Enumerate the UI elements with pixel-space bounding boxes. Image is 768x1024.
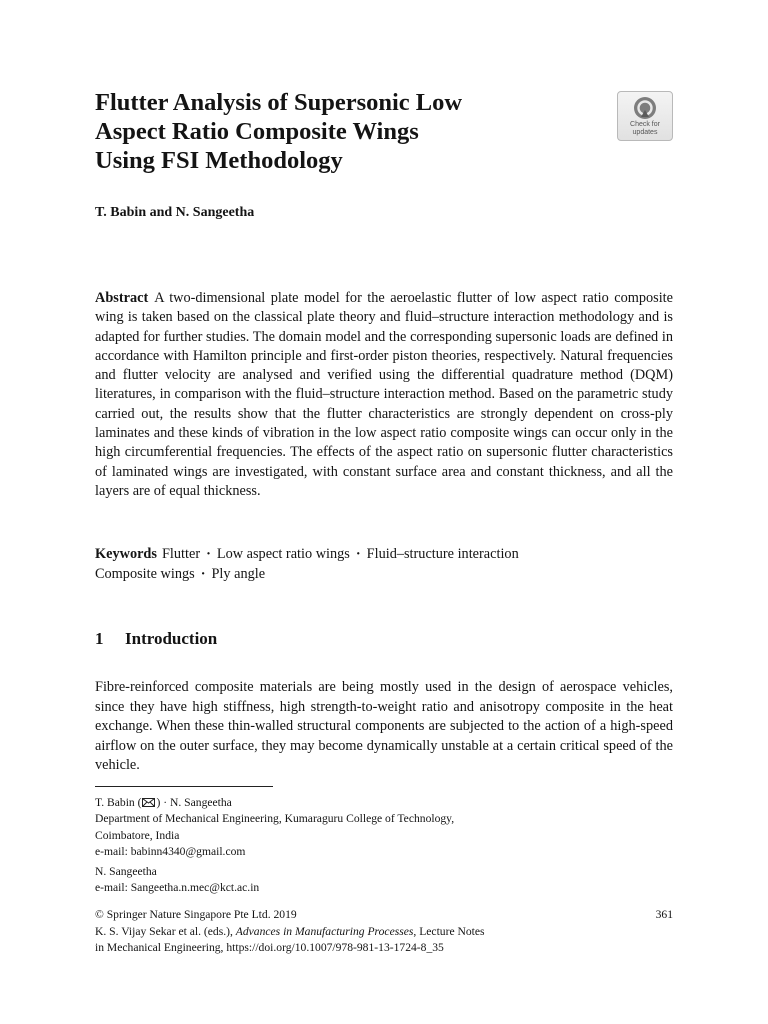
title-line: Aspect Ratio Composite Wings — [95, 118, 419, 145]
title-line: Using FSI Methodology — [95, 147, 343, 174]
copyright-block — [95, 907, 673, 957]
section-title: Introduction — [125, 629, 218, 648]
department: Department of Mechanical Engineering, Kumaraguru College of Technology, — [95, 812, 455, 826]
abstract — [95, 289, 673, 501]
keyword: Fluid–structure interaction — [366, 546, 519, 562]
keyword: Ply angle — [211, 565, 266, 582]
envelope-icon[interactable] — [142, 798, 155, 807]
affiliation-author-a: T. Babin ( — [95, 796, 142, 809]
check-for-updates-badge[interactable] — [617, 91, 673, 141]
affiliation-block — [95, 795, 673, 860]
abstract-label: Abstract — [95, 290, 149, 306]
citation-line — [95, 924, 673, 941]
author-affiliation-line — [95, 795, 673, 811]
affiliation-author-b: ) · N. Sangeetha — [156, 796, 232, 809]
doi-line[interactable]: in Mechanical Engineering, https://doi.org/10.1007/978-981-13-1724-8_35 — [95, 941, 444, 954]
keyword: Composite wings — [95, 565, 195, 582]
title-line: Flutter Analysis of Supersonic Low — [95, 89, 463, 116]
citation-editors: K. S. Vijay Sekar et al. (eds.), — [95, 924, 236, 938]
keyword: Low aspect ratio wings — [216, 546, 350, 562]
footnote-divider — [95, 786, 273, 787]
book-title: Advances in Manufacturing Processes — [235, 924, 414, 938]
section-heading — [95, 629, 217, 649]
email-babin[interactable]: e-mail: babinn4340@gmail.com — [95, 844, 246, 858]
check-for-updates-icon — [633, 96, 657, 120]
second-author-block — [95, 864, 673, 897]
abstract-text: A two-dimensional plate model for the aeroelastic flutter of low aspect ratio composite wing is taken based on the classical plate theory and fluid–structure interaction methodology and is adapted for further studies. The domain model and the corresponding supersonic loads are defined in accordance with Hamilton principle and first-order piston theories, respectively. Natural frequencies and flutter velocity are analysed and verified using the differential quadrature method (DQM) literatures, in comparison with the fluid–structure interaction method. Based on the parametric study carried out, the results show that the flutter characteristics are strongly dependent on cross-ply laminates and these kinds of vibration in the low aspect ratio composite wings can occur only in the high circumferential frequencies. The effects of the aspect ratio on supersonic flutter characteristics of laminated wings are investigated, with constant surface area and constant thickness, and all the layers are of equal thickness. — [95, 290, 673, 499]
paper-title — [95, 88, 575, 175]
second-author-name: N. Sangeetha — [95, 865, 157, 878]
copyright-line: © Springer Nature Singapore Pte Ltd. 2019 — [95, 908, 297, 921]
keyword-separator: · — [355, 546, 361, 562]
email-sangeetha[interactable]: e-mail: Sangeetha.n.mec@kct.ac.in — [95, 881, 260, 895]
city: Coimbatore, India — [95, 828, 180, 842]
keywords-label: Keywords — [95, 546, 157, 562]
badge-label: Check for updates — [630, 121, 660, 136]
keywords — [95, 545, 673, 584]
introduction-paragraph: Fibre-reinforced composite materials are being mostly used in the design of aerospace vehicles, since they have high stiffness, high strength-to-weight ratio and anisotropy composite in the heat exchange. When these thin-walled structural components are subjected to the action of a high-speed airflow on the outer surface, they may become dynamically unstable at a certain critical speed of the vehicle. — [95, 679, 673, 773]
keyword-separator: · — [200, 565, 206, 582]
author-list: T. Babin and N. Sangeetha — [95, 205, 255, 220]
section-number: 1 — [95, 629, 104, 648]
keyword-separator: · — [206, 546, 211, 562]
keyword: Flutter — [161, 546, 201, 562]
page-number: 361 — [655, 908, 673, 921]
series-name: , Lecture Notes — [413, 924, 485, 938]
